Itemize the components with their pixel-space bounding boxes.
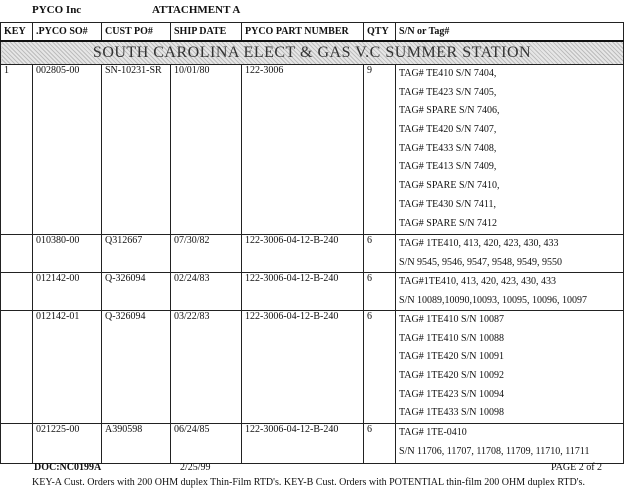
sn-line: TAG# SPARE S/N 7406,	[399, 105, 500, 117]
cell-date: 06/24/85	[171, 424, 242, 464]
cell-qty: 6	[364, 235, 396, 273]
cell-sn	[396, 311, 624, 424]
sn-line: S/N 11706, 11707, 11708, 11709, 11710, 11711	[399, 445, 590, 457]
sn-line: TAG# SPARE S/N 7410,	[399, 180, 500, 192]
cell-so: 012142-01	[33, 311, 102, 424]
col-pyco-so: .PYCO SO#	[33, 23, 102, 42]
table-row	[1, 311, 624, 424]
cell-qty: 6	[364, 273, 396, 311]
company-name: PYCO Inc	[32, 4, 82, 16]
cell-qty: 9	[364, 65, 396, 235]
cell-part: 122-3006-04-12-B-240	[242, 311, 364, 424]
table-row	[1, 235, 624, 273]
cell-so: 002805-00	[33, 65, 102, 235]
sn-line: TAG# TE423 S/N 7405,	[399, 86, 497, 98]
sn-line: S/N 10089,10090,10093, 10095, 10096, 10097	[399, 294, 588, 306]
cell-po: Q-326094	[102, 311, 171, 424]
cell-key	[1, 424, 33, 464]
cell-date: 10/01/80	[171, 65, 242, 235]
doc-number: DOC:NC0199A	[34, 462, 102, 473]
table-row	[1, 424, 624, 464]
cell-po: Q-326094	[102, 273, 171, 311]
header-row	[1, 23, 624, 42]
cell-po: Q312667	[102, 235, 171, 273]
sn-line: TAG# 1TE423 S/N 10094	[399, 388, 505, 400]
banner-row	[1, 41, 624, 65]
cell-so: 012142-00	[33, 273, 102, 311]
col-cust-po: CUST PO#	[102, 23, 171, 42]
sn-line: TAG# SPARE S/N 7412	[399, 217, 498, 229]
cell-part: 122-3006-04-12-B-240	[242, 235, 364, 273]
banner-text: SOUTH CAROLINA ELECT & GAS V.C SUMMER STATION	[1, 41, 624, 65]
sn-line: TAG# 1TE433 S/N 10098	[399, 407, 505, 419]
sn-line: TAG# 1TE410, 413, 420, 423, 430, 433	[399, 238, 559, 249]
sn-line: S/N 9545, 9546, 9547, 9548, 9549, 9550	[399, 256, 563, 268]
sn-line: TAG# 1TE420 S/N 10091	[399, 351, 505, 363]
cell-part: 122-3006-04-12-B-240	[242, 424, 364, 464]
sn-line: TAG# TE410 S/N 7404,	[399, 68, 497, 79]
sn-line: TAG#1TE410, 413, 420, 423, 430, 433	[399, 276, 556, 287]
cell-key	[1, 235, 33, 273]
cell-key	[1, 273, 33, 311]
sn-line: TAG# 1TE420 S/N 10092	[399, 370, 505, 382]
key-legend: KEY-A Cust. Orders with 200 OHM duplex Thin-Film RTD's. KEY-B Cust. Orders with POTENTIAL thin-film 200 OHM duplex RTD's.	[32, 477, 585, 488]
cell-so: 021225-00	[33, 424, 102, 464]
cell-date: 03/22/83	[171, 311, 242, 424]
page-number: PAGE 2 of 2	[551, 462, 603, 473]
cell-qty: 6	[364, 424, 396, 464]
cell-part: 122-3006-04-12-B-240	[242, 273, 364, 311]
orders-table	[0, 22, 624, 464]
cell-part: 122-3006	[242, 65, 364, 235]
cell-sn	[396, 424, 624, 464]
cell-sn	[396, 235, 624, 273]
cell-so: 010380-00	[33, 235, 102, 273]
table-row	[1, 65, 624, 235]
cell-date: 02/24/83	[171, 273, 242, 311]
cell-sn	[396, 65, 624, 235]
attachment-label: ATTACHMENT A	[152, 4, 241, 16]
cell-po: A390598	[102, 424, 171, 464]
sn-line: TAG# TE433 S/N 7408,	[399, 142, 497, 154]
sn-line: TAG# TE413 S/N 7409,	[399, 161, 497, 173]
cell-key	[1, 311, 33, 424]
col-part-number: PYCO PART NUMBER	[242, 23, 364, 42]
sn-line: TAG# TE430 S/N 7411,	[399, 198, 496, 210]
col-key: KEY	[1, 23, 33, 42]
col-sn-tag: S/N or Tag#	[396, 23, 624, 42]
cell-key: 1	[1, 65, 33, 235]
sn-line: TAG# 1TE410 S/N 10088	[399, 332, 505, 344]
col-qty: QTY	[364, 23, 396, 42]
sn-line: TAG# 1TE-0410	[399, 427, 467, 439]
cell-qty: 6	[364, 311, 396, 424]
table-row	[1, 273, 624, 311]
cell-date: 07/30/82	[171, 235, 242, 273]
cell-po: SN-10231-SR	[102, 65, 171, 235]
cell-sn	[396, 273, 624, 311]
sn-line: TAG# TE420 S/N 7407,	[399, 124, 497, 136]
sn-line: TAG# 1TE410 S/N 10087	[399, 314, 505, 325]
col-ship-date: SHIP DATE	[171, 23, 242, 42]
doc-date: 2/25/99	[180, 462, 211, 473]
